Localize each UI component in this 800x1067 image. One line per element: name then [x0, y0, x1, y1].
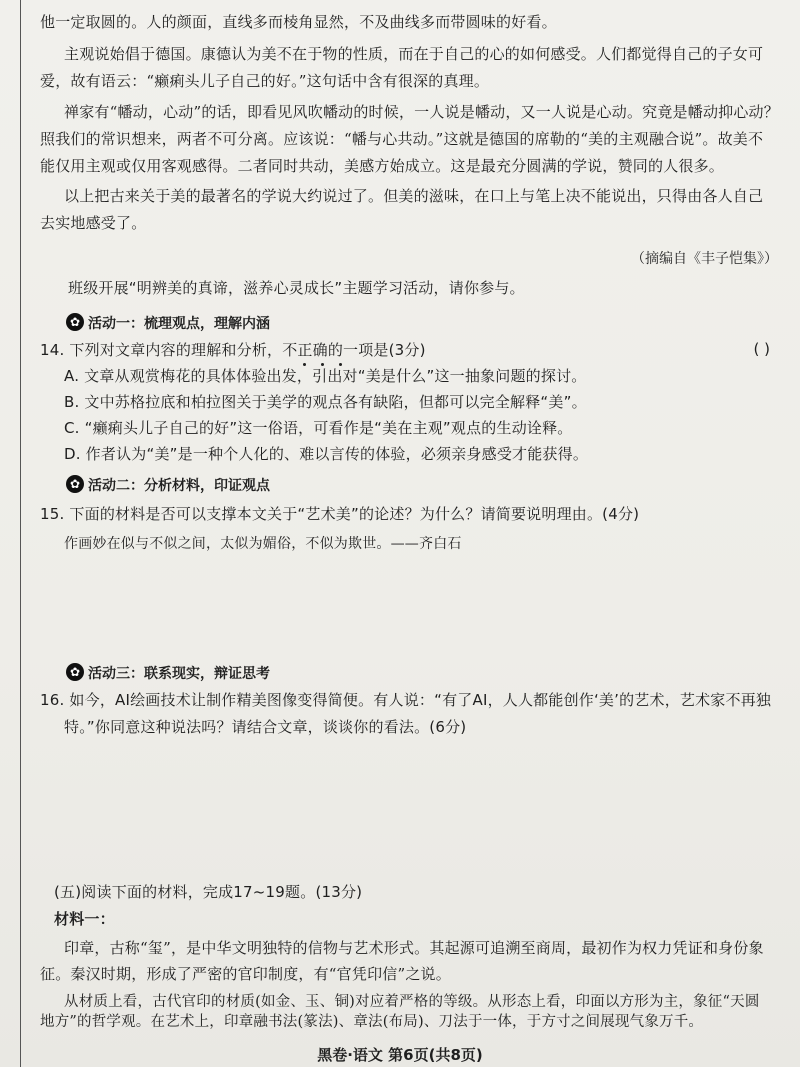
activity1-title: 活动一：梳理观点，理解内涵 — [88, 316, 270, 332]
passage-p3-line1: 禅家有“幡动，心动”的话，即看见风吹幡动的时候，一人说是幡动，又一人说是心动。究竟是幡动抑心动？ — [64, 103, 779, 121]
activity-intro: 班级开展“明辨美的真谛，滋养心灵成长”主题学习活动，请你参与。 — [68, 279, 525, 297]
q14-option-b: B. 文中苏格拉底和柏拉图关于美学的观点各有缺陷，但都可以完全解释“美”。 — [64, 393, 587, 411]
material1-p2-line2: 地方”的哲学观。在艺术上，印章融书法(篆法)、章法(布局)、刀法于一体，于方寸之间展现气象万千。 — [40, 1014, 704, 1030]
passage-source: （摘编自《丰子恺集》） — [631, 251, 778, 267]
page-footer: 黑卷·语文 第6页(共8页) — [317, 1046, 483, 1064]
flower-icon: ✿ — [66, 663, 84, 681]
flower-icon: ✿ — [66, 475, 84, 493]
q14-answer-paren[interactable]: ( ) — [753, 340, 770, 358]
q14-stem: 14. 下列对文章内容的理解和分析，不正确的一项是(3分) — [40, 341, 426, 359]
passage-p3-line2: 照我们的常识想来，两者不可分离。应该说：“幡与心共动。”这就是德国的席勒的“美的主观融合说”。故美不 — [40, 130, 764, 148]
flower-icon: ✿ — [66, 313, 84, 331]
q14-option-d: D. 作者认为“美”是一种个人化的、难以言传的体验，必须亲身感受才能获得。 — [64, 445, 589, 463]
q16-line2: 特。”你同意这种说法吗？请结合文章，谈谈你的看法。(6分) — [64, 718, 467, 736]
passage-p2-line2: 爱，故有语云：“癞痢头儿子自己的好。”这句话中含有很深的真理。 — [40, 72, 490, 90]
material1-p1-line1: 印章，古称“玺”，是中华文明独特的信物与艺术形式。其起源可追溯至商周，最初作为权力凭证和身份象 — [64, 939, 764, 957]
q15-quote: 作画妙在似与不似之间，太似为媚俗，不似为欺世。——齐白石 — [64, 536, 462, 552]
q14-option-c: C. “癞痢头儿子自己的好”这一俗语，可看作是“美在主观”观点的生动诠释。 — [64, 419, 573, 437]
margin-line — [20, 0, 21, 1067]
material1-p1-line2: 征。秦汉时期，形成了严密的官印制度，有“官凭印信”之说。 — [40, 965, 451, 983]
passage-p4-line2: 去实地感受了。 — [40, 214, 147, 232]
material-label: 材料一： — [54, 910, 115, 928]
q15-stem: 15. 下面的材料是否可以支撑本文关于“艺术美”的论述？为什么？请简要说明理由。(4分) — [40, 505, 640, 523]
passage-p1: 他一定取圆的。人的颜面，直线多而棱角显然，不及曲线多而带圆味的好看。 — [40, 13, 557, 31]
q16-line1: 16. 如今，AI绘画技术让制作精美图像变得简便。有人说：“有了AI，人人都能创作‘美’的艺术，艺术家不再独 — [40, 691, 772, 709]
activity2-title: 活动二：分析材料，印证观点 — [88, 478, 270, 494]
passage-p4-line1: 以上把古来关于美的最著名的学说大约说过了。但美的滋味，在口上与笔上决不能说出，只得由各人自己 — [64, 187, 764, 205]
activity3-title: 活动三：联系现实，辩证思考 — [88, 666, 270, 682]
section5-title: (五)阅读下面的材料，完成17~19题。(13分) — [54, 883, 363, 901]
passage-p2-line1: 主观说始倡于德国。康德认为美不在于物的性质，而在于自己的心的如何感受。人们都觉得自己的子女可 — [64, 45, 764, 63]
q14-option-a: A. 文章从观赏梅花的具体体验出发，引出对“美是什么”这一抽象问题的探讨。 — [64, 367, 587, 385]
passage-p3-line3: 能仅用主观或仅用客观感得。二者同时共动，美感方始成立。这是最充分圆满的学说，赞同的人很多。 — [40, 157, 725, 175]
material1-p2-line1: 从材质上看，古代官印的材质(如金、玉、铜)对应着严格的等级。从形态上看，印面以方形为主，象征“天圆 — [64, 994, 760, 1010]
